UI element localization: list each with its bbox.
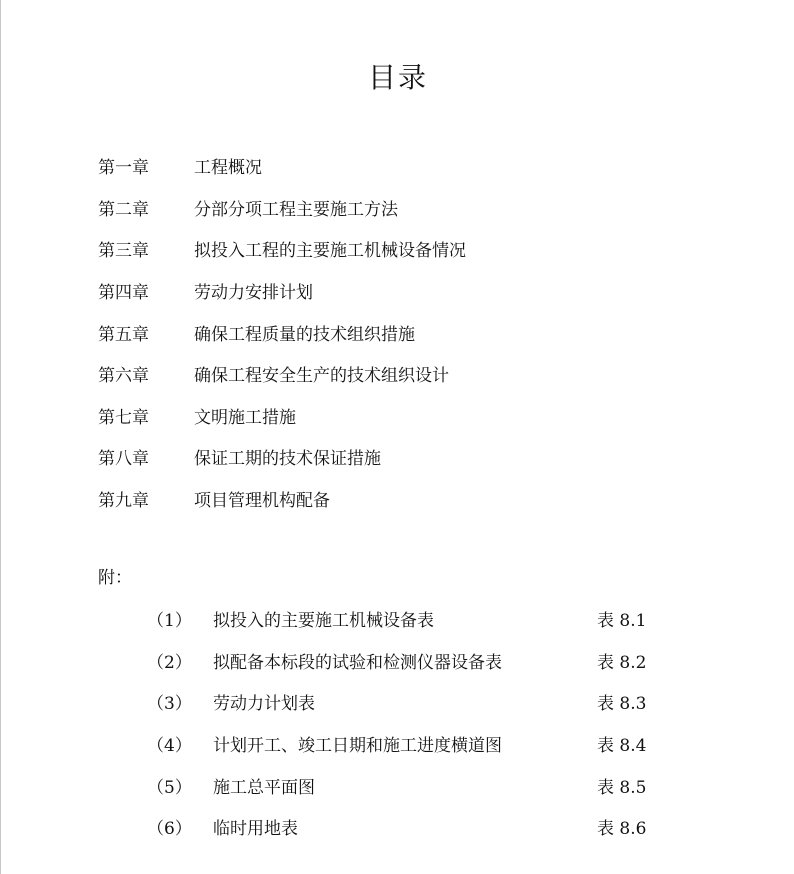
- appendix-item-table-ref: 表 8.6: [597, 819, 647, 840]
- chapter-row: [98, 353, 466, 395]
- page-title: 目录: [367, 61, 428, 94]
- appendix-item-number: （4）: [147, 736, 192, 757]
- chapter-row: [98, 311, 466, 353]
- chapter-title: 分部分项工程主要施工方法: [194, 199, 398, 220]
- chapter-number: 第八章: [98, 449, 149, 470]
- chapter-row: [98, 436, 466, 478]
- appendix-item-number: （5）: [147, 777, 192, 798]
- chapter-number: 第五章: [98, 324, 149, 345]
- chapter-title: 拟投入工程的主要施工机械设备情况: [194, 241, 466, 262]
- appendix-item-title: 劳动力计划表: [213, 694, 315, 715]
- chapter-row: [98, 395, 466, 437]
- appendix-item-table-ref: 表 8.5: [597, 777, 647, 798]
- chapter-row: [98, 145, 466, 187]
- chapter-title: 文明施工措施: [194, 407, 296, 428]
- chapter-row: [98, 187, 466, 229]
- appendix-item: [147, 681, 667, 723]
- chapter-title: 工程概况: [194, 158, 262, 179]
- appendix-item: [147, 723, 667, 765]
- appendix-item-table-ref: 表 8.3: [597, 694, 647, 715]
- chapter-number: 第三章: [98, 241, 149, 262]
- chapter-title: 确保工程安全生产的技术组织设计: [194, 366, 449, 387]
- appendix-item-title: 施工总平面图: [213, 777, 315, 798]
- appendix-item-number: （3）: [147, 694, 192, 715]
- appendix-item: [147, 806, 667, 848]
- appendix-item-title: 拟配备本标段的试验和检测仪器设备表: [213, 652, 502, 673]
- appendix-list: [147, 598, 667, 848]
- chapter-number: 第四章: [98, 283, 149, 304]
- appendix-item-title: 拟投入的主要施工机械设备表: [213, 611, 434, 632]
- appendix-item-title: 计划开工、竣工日期和施工进度横道图: [213, 736, 502, 757]
- appendix-item-title: 临时用地表: [213, 819, 298, 840]
- chapter-title: 项目管理机构配备: [194, 491, 330, 512]
- appendix-label: 附：: [98, 568, 132, 588]
- appendix-item-number: （6）: [147, 819, 192, 840]
- appendix-item-table-ref: 表 8.1: [597, 611, 647, 632]
- chapter-number: 第二章: [98, 199, 149, 220]
- appendix-item: [147, 598, 667, 640]
- chapter-number: 第一章: [98, 158, 149, 179]
- chapter-list: [98, 145, 466, 519]
- appendix-item-number: （1）: [147, 611, 192, 632]
- appendix-item-table-ref: 表 8.2: [597, 652, 647, 673]
- chapter-row: [98, 478, 466, 520]
- chapter-row: [98, 228, 466, 270]
- chapter-title: 保证工期的技术保证措施: [194, 449, 381, 470]
- appendix-item-number: （2）: [147, 652, 192, 673]
- chapter-number: 第九章: [98, 491, 149, 512]
- chapter-number: 第六章: [98, 366, 149, 387]
- chapter-number: 第七章: [98, 407, 149, 428]
- chapter-title: 劳动力安排计划: [194, 283, 313, 304]
- appendix-item: [147, 640, 667, 682]
- chapter-row: [98, 270, 466, 312]
- appendix-item-table-ref: 表 8.4: [597, 736, 647, 757]
- chapter-title: 确保工程质量的技术组织措施: [194, 324, 415, 345]
- appendix-item: [147, 764, 667, 806]
